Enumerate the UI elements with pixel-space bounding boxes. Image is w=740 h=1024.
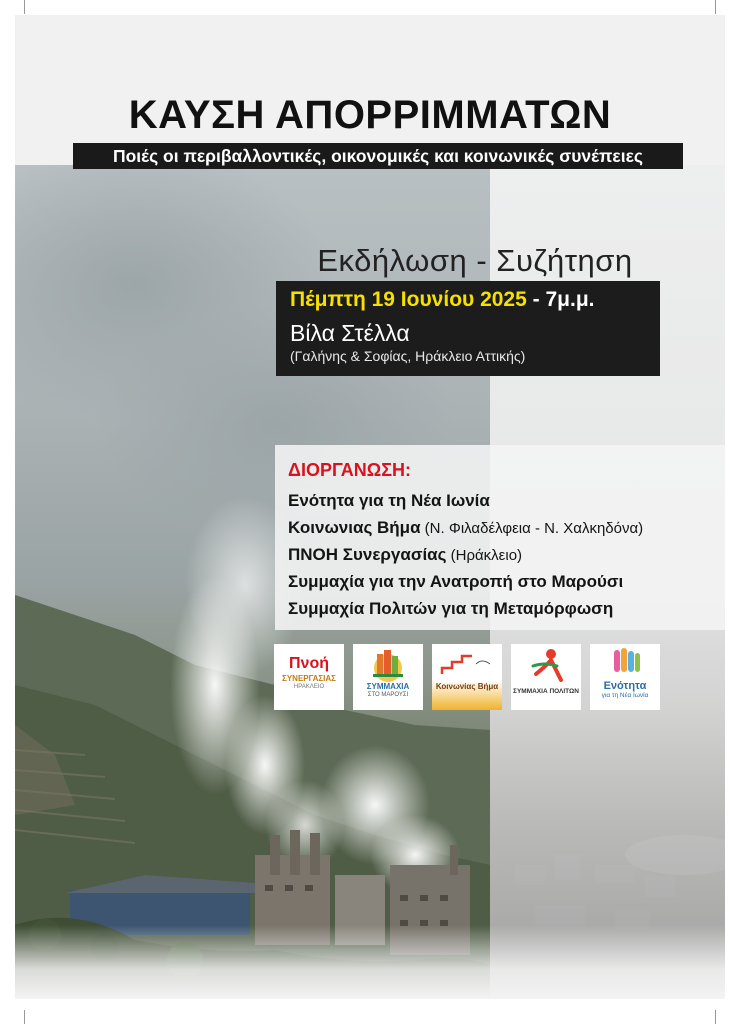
symmaxia-marousi-line1: ΣΥΜΜΑΧΙΑ bbox=[366, 682, 410, 691]
symmaxia-marousi-line2: ΣΤΟ ΜΑΡΟΥΣΙ bbox=[367, 692, 409, 698]
poster bbox=[15, 15, 725, 999]
koinonias-vima-logo bbox=[432, 644, 502, 710]
pnoi-logo-line2: ΣΥΝΕΡΓΑΣΙΑΣ bbox=[282, 674, 336, 683]
event-date: Πέμπτη 19 Ιουνίου 2025 bbox=[290, 288, 527, 311]
pnoi-logo-line1: Πνοή bbox=[289, 655, 329, 672]
symmaxia-marousi-logo bbox=[353, 644, 423, 710]
enotita-line2: για τη Νέα Ιωνία bbox=[601, 692, 649, 699]
pnoi-logo bbox=[274, 644, 344, 710]
bottom-fade bbox=[15, 925, 725, 999]
symmaxia-politon-logo bbox=[511, 644, 581, 710]
organizer-item bbox=[288, 599, 613, 619]
organizer-item bbox=[288, 518, 643, 538]
organizer-item bbox=[288, 545, 522, 565]
organizer-item bbox=[288, 572, 623, 592]
pnoi-logo-line3: ΗΡΑΚΛΕΙΟ bbox=[293, 684, 325, 690]
enotita-line1: Ενότητα bbox=[603, 680, 647, 692]
organizers-panel bbox=[275, 445, 725, 630]
event-venue: Βίλα Στέλλα bbox=[290, 320, 410, 346]
organizer-note: (Ν. Φιλαδέλφεια - Ν. Χαλκηδόνα) bbox=[420, 520, 644, 537]
organizer-note: (Ηράκλειο) bbox=[446, 547, 523, 564]
event-date-line bbox=[290, 288, 595, 312]
organizer-name: ΠΝΟΗ Συνεργασίας bbox=[288, 545, 447, 564]
city-skyline-icon bbox=[353, 644, 423, 682]
organizer-name: Ενότητα για τη Νέα Ιωνία bbox=[288, 491, 490, 510]
figure-icon bbox=[511, 644, 581, 688]
event-address: (Γαλήνης & Σοφίας, Ηράκλειο Αττικής) bbox=[290, 348, 526, 364]
organizer-name: Κοινωνιας Βήμα bbox=[288, 518, 421, 537]
organizer-name: Συμμαχία για την Ανατροπή στο Μαρούσι bbox=[288, 572, 624, 591]
page-title: ΚΑΥΣΗ ΑΠΟΡΡΙΜΜΑΤΩΝ bbox=[128, 93, 612, 137]
event-type: Εκδήλωση - Συζήτηση bbox=[317, 243, 633, 278]
enotita-logo bbox=[590, 644, 660, 710]
organizers-heading: ΔΙΟΡΓΑΝΩΣΗ: bbox=[288, 460, 412, 480]
subtitle-bar: Ποιές οι περιβαλλοντικές, οικονομικές και κοινωνικές συνέπειες bbox=[73, 143, 683, 169]
event-time: - 7μ.μ. bbox=[526, 288, 595, 311]
steps-icon bbox=[432, 644, 502, 682]
symmaxia-politon-name: ΣΥΜΜΑΧΙΑ ΠΟΛΙΤΩΝ bbox=[513, 688, 579, 695]
organizer-logos bbox=[274, 644, 664, 710]
organizer-item bbox=[288, 491, 490, 511]
organizer-name: Συμμαχία Πολιτών για τη Μεταμόρφωση bbox=[288, 599, 614, 618]
people-icon bbox=[590, 644, 660, 680]
event-info-box bbox=[276, 281, 660, 376]
koinonias-vima-name: Κοινωνίας Βήμα bbox=[435, 682, 499, 691]
